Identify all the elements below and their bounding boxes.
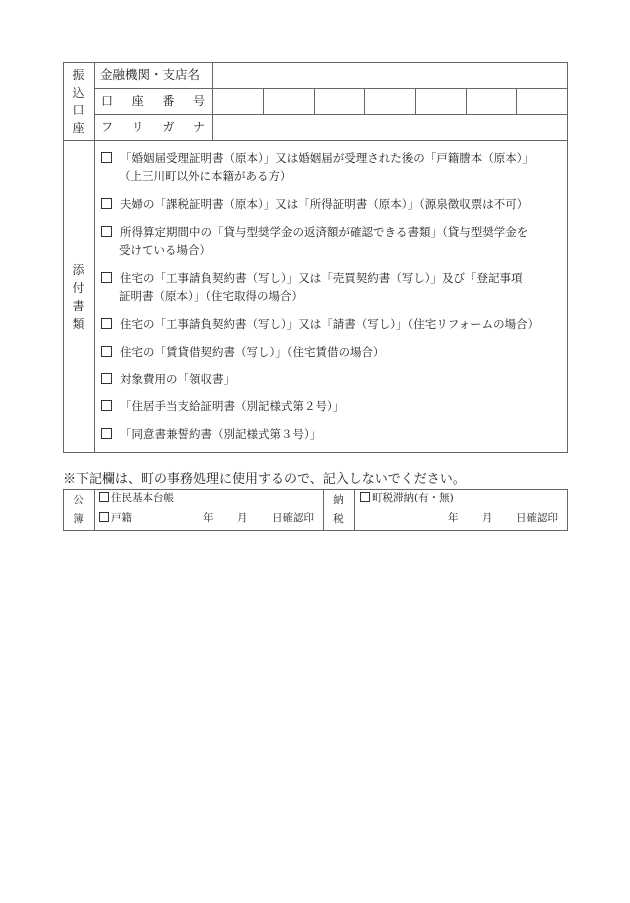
bank-branch-label: 金融機関・支店名 (100, 67, 201, 82)
account-digit-7[interactable] (517, 89, 567, 114)
item-text: 住宅の「工事請負契約書（写し）」又は「請書（写し）」（住宅リフォームの場合） (120, 317, 540, 331)
label-char: 振 (72, 68, 85, 82)
item-text: 住宅の「工事請負契約書（写し）」又は「売買契約書（写し）」及び「登記事項 (120, 271, 523, 285)
family-registry-option[interactable] (99, 512, 132, 525)
label-char: 番 (162, 94, 175, 108)
furigana-label (101, 120, 205, 134)
item-text: 夫婦の「課税証明書（原本）」又は「所得証明書（原本）」（源泉徴収票は不可） (120, 197, 529, 211)
label-char: 添 (72, 263, 85, 277)
checkbox[interactable] (101, 428, 112, 439)
item-text: 「住居手当支給証明書（別記様式第２号）」 (120, 399, 345, 413)
checkbox[interactable] (99, 492, 109, 502)
item-text: 「同意書兼誓約書（別記様式第３号）」 (120, 427, 322, 441)
attachment-item-scholarship-document[interactable] (101, 223, 528, 259)
checkbox[interactable] (101, 400, 112, 411)
checkbox[interactable] (101, 152, 112, 163)
label-char: 座 (72, 120, 85, 135)
label-char: 口 (101, 94, 114, 108)
label-char: 納 (333, 494, 344, 506)
item-text-cont: 証明書（原本）」（住宅取得の場合） (119, 289, 303, 303)
label-char: フ (101, 120, 114, 134)
office-use-note: ※下記欄は、町の事務処理に使用するので、記入しないでください。 (63, 472, 466, 487)
checkbox[interactable] (99, 512, 109, 522)
tax-month-label: 月 (482, 512, 493, 524)
attachments-section-label (63, 261, 94, 333)
checkbox[interactable] (101, 198, 112, 209)
option-text: 住民基本台帳 (111, 492, 174, 504)
col-divider (94, 489, 95, 531)
attachment-item-housing-acquisition[interactable] (101, 269, 523, 305)
label-char: 簿 (73, 513, 84, 525)
option-text: 町税滞納(有・無) (372, 492, 454, 504)
table-border-bottom (63, 530, 568, 531)
account-digit-2[interactable] (264, 89, 314, 114)
table-border-right (567, 62, 568, 453)
label-char: リ (131, 120, 144, 134)
label-char: 書 (72, 299, 85, 313)
registry-label (63, 491, 94, 529)
attachment-item-receipt[interactable] (101, 370, 235, 388)
tax-confirm-stamp-label: 日確認印 (516, 512, 558, 524)
attachment-item-housing-allowance[interactable] (101, 397, 344, 415)
tax-label (323, 491, 354, 529)
label-char: ガ (162, 120, 175, 134)
registry-year-label: 年 (203, 512, 214, 524)
resident-registry-option[interactable] (99, 492, 174, 505)
account-digit-4[interactable] (365, 89, 415, 114)
account-digit-1[interactable] (213, 89, 263, 114)
checkbox[interactable] (101, 373, 112, 384)
furigana-field[interactable] (213, 115, 567, 140)
label-char: 座 (131, 94, 144, 108)
account-digit-5[interactable] (416, 89, 466, 114)
attachment-item-tax-certificate[interactable] (101, 195, 528, 213)
checkbox[interactable] (101, 318, 112, 329)
registry-month-label: 月 (237, 512, 248, 524)
label-char: 号 (192, 94, 205, 108)
tax-delinquency-option[interactable] (360, 492, 454, 505)
label-char: 公 (73, 494, 84, 506)
item-text: 対象費用の「領収書」 (120, 372, 235, 386)
attachment-item-consent-pledge[interactable] (101, 425, 321, 443)
bank-account-section-label (63, 67, 94, 137)
account-digit-6[interactable] (467, 89, 516, 114)
row-divider (63, 140, 568, 141)
item-text: 「婚姻届受理証明書（原本）」又は婚姻届が受理された後の「戸籍謄本（原本）」 (120, 151, 534, 165)
label-char: 付 (72, 281, 85, 295)
table-border-top (63, 489, 568, 490)
item-text: 住宅の「賃貸借契約書（写し）」（住宅賃借の場合） (120, 345, 385, 359)
attachment-item-housing-reform[interactable] (101, 315, 539, 333)
item-text-cont: 受けている場合） (119, 243, 211, 257)
checkbox[interactable] (101, 226, 112, 237)
option-text: 戸籍 (111, 512, 132, 524)
tax-year-label: 年 (448, 512, 459, 524)
account-digit-3[interactable] (315, 89, 364, 114)
col-divider (94, 62, 95, 453)
checkbox[interactable] (360, 492, 370, 502)
bank-branch-field[interactable] (213, 63, 567, 88)
col-divider (354, 489, 355, 531)
checkbox[interactable] (101, 346, 112, 357)
attachment-item-rental-contract[interactable] (101, 343, 385, 361)
account-number-label (101, 94, 205, 108)
label-char: ナ (192, 120, 205, 134)
item-text: 所得算定期間中の「貸与型奨学金の返済額が確認できる書類」（貸与型奨学金を (120, 225, 529, 239)
label-char: 込 (72, 85, 85, 100)
registry-confirm-stamp-label: 日確認印 (272, 512, 314, 524)
label-char: 口 (72, 103, 85, 117)
item-text-cont: （上三川町以外に本籍がある方） (119, 169, 292, 183)
label-char: 類 (72, 317, 85, 331)
checkbox[interactable] (101, 272, 112, 283)
table-border-bottom (63, 452, 568, 453)
table-border-right (567, 489, 568, 531)
attachment-item-marriage-certificate[interactable] (101, 149, 534, 185)
label-char: 税 (333, 513, 344, 525)
